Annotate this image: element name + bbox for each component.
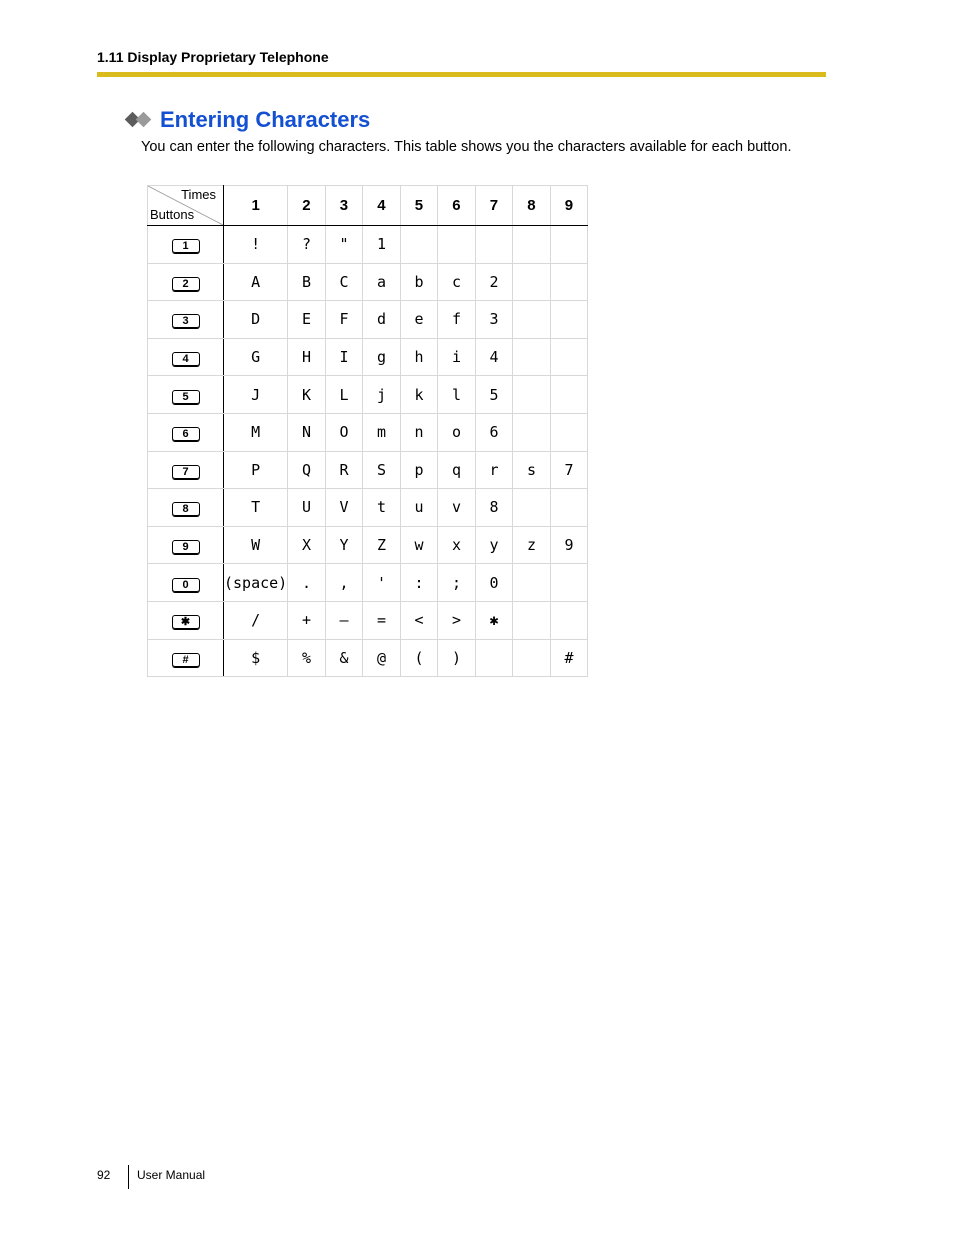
char-cell: P	[224, 451, 288, 489]
char-cell: Y	[325, 526, 363, 564]
char-cell: '	[363, 564, 401, 602]
char-cell	[513, 301, 551, 339]
times-header-6: 6	[438, 186, 476, 226]
char-cell: #	[550, 639, 588, 677]
diamond-bullet-icon	[124, 110, 156, 130]
times-header-9: 9	[550, 186, 588, 226]
footer-divider	[128, 1165, 129, 1189]
button-cell	[148, 639, 224, 677]
char-cell: A	[224, 263, 288, 301]
dial-key-icon: 3	[172, 314, 200, 328]
times-header-5: 5	[400, 186, 438, 226]
table-row	[148, 301, 588, 339]
corner-buttons-label: Buttons	[150, 207, 195, 222]
char-cell: c	[438, 263, 476, 301]
char-cell: 7	[550, 451, 588, 489]
times-header-1: 1	[224, 186, 288, 226]
char-cell: t	[363, 489, 401, 527]
char-cell: T	[224, 489, 288, 527]
char-cell: d	[363, 301, 401, 339]
title-row	[124, 106, 370, 134]
page-title: Entering Characters	[160, 107, 371, 132]
char-cell: B	[288, 263, 326, 301]
button-cell	[148, 601, 224, 639]
char-cell: S	[363, 451, 401, 489]
table-header-row	[148, 186, 588, 226]
char-cell: >	[438, 601, 476, 639]
table-body	[148, 226, 588, 677]
button-cell	[148, 413, 224, 451]
char-cell: H	[288, 338, 326, 376]
char-cell: O	[325, 413, 363, 451]
times-header-3: 3	[325, 186, 363, 226]
char-cell: U	[288, 489, 326, 527]
dial-key-icon: 7	[172, 465, 200, 479]
dial-key-icon: 2	[172, 277, 200, 291]
char-cell: "	[325, 226, 363, 264]
times-header-2: 2	[288, 186, 326, 226]
char-cell: V	[325, 489, 363, 527]
char-cell: n	[400, 413, 438, 451]
char-cell: D	[224, 301, 288, 339]
char-cell	[513, 413, 551, 451]
char-cell: G	[224, 338, 288, 376]
char-cell	[550, 301, 588, 339]
char-cell	[513, 338, 551, 376]
char-cell: :	[400, 564, 438, 602]
button-cell	[148, 301, 224, 339]
char-cell: v	[438, 489, 476, 527]
dial-key-icon: 4	[172, 352, 200, 366]
table-row	[148, 601, 588, 639]
char-cell	[513, 376, 551, 414]
char-cell	[475, 639, 513, 677]
char-cell: F	[325, 301, 363, 339]
char-cell: ✱	[475, 601, 513, 639]
char-cell: W	[224, 526, 288, 564]
char-cell: —	[325, 601, 363, 639]
dial-key-icon: 8	[172, 502, 200, 516]
char-cell	[513, 263, 551, 301]
char-cell: e	[400, 301, 438, 339]
button-cell	[148, 226, 224, 264]
char-cell: Q	[288, 451, 326, 489]
char-cell: b	[400, 263, 438, 301]
char-cell: 4	[475, 338, 513, 376]
section-header: 1.11 Display Proprietary Telephone	[97, 49, 329, 65]
char-cell: )	[438, 639, 476, 677]
char-cell: !	[224, 226, 288, 264]
char-cell: x	[438, 526, 476, 564]
char-cell: i	[438, 338, 476, 376]
char-cell	[513, 601, 551, 639]
corner-header-cell	[148, 186, 224, 226]
dial-key-icon: 6	[172, 427, 200, 441]
button-cell	[148, 564, 224, 602]
char-cell: k	[400, 376, 438, 414]
char-cell: (space)	[224, 564, 288, 602]
char-cell: a	[363, 263, 401, 301]
table-row	[148, 413, 588, 451]
header-rule	[97, 72, 826, 77]
char-cell	[438, 226, 476, 264]
table-row	[148, 451, 588, 489]
char-cell: @	[363, 639, 401, 677]
dial-key-icon: 0	[172, 578, 200, 592]
char-cell	[475, 226, 513, 264]
char-cell: m	[363, 413, 401, 451]
char-cell	[550, 489, 588, 527]
char-cell: y	[475, 526, 513, 564]
char-cell: u	[400, 489, 438, 527]
char-cell: R	[325, 451, 363, 489]
char-cell: j	[363, 376, 401, 414]
dial-key-icon: ✱	[172, 615, 200, 629]
char-cell: /	[224, 601, 288, 639]
char-cell: 1	[363, 226, 401, 264]
char-cell: w	[400, 526, 438, 564]
char-cell	[400, 226, 438, 264]
char-cell: I	[325, 338, 363, 376]
char-cell	[550, 263, 588, 301]
char-cell: M	[224, 413, 288, 451]
char-cell: 0	[475, 564, 513, 602]
table-row	[148, 526, 588, 564]
button-cell	[148, 489, 224, 527]
table-row	[148, 489, 588, 527]
char-cell: p	[400, 451, 438, 489]
char-cell: Z	[363, 526, 401, 564]
corner-times-label: Times	[181, 187, 216, 202]
char-cell: l	[438, 376, 476, 414]
char-cell: +	[288, 601, 326, 639]
char-cell: .	[288, 564, 326, 602]
table-row	[148, 376, 588, 414]
char-cell: N	[288, 413, 326, 451]
char-cell: K	[288, 376, 326, 414]
char-cell: g	[363, 338, 401, 376]
dial-key-icon: 5	[172, 390, 200, 404]
button-cell	[148, 526, 224, 564]
times-header-8: 8	[513, 186, 551, 226]
char-cell: $	[224, 639, 288, 677]
char-cell: 9	[550, 526, 588, 564]
char-cell: <	[400, 601, 438, 639]
times-header-7: 7	[475, 186, 513, 226]
char-cell	[513, 489, 551, 527]
char-cell: s	[513, 451, 551, 489]
character-table	[147, 185, 588, 677]
char-cell	[550, 376, 588, 414]
char-cell: X	[288, 526, 326, 564]
char-cell: &	[325, 639, 363, 677]
char-cell	[513, 639, 551, 677]
table-row	[148, 639, 588, 677]
char-cell: o	[438, 413, 476, 451]
char-cell: J	[224, 376, 288, 414]
char-cell: 8	[475, 489, 513, 527]
char-cell: ;	[438, 564, 476, 602]
char-cell: E	[288, 301, 326, 339]
char-cell	[550, 338, 588, 376]
char-cell: 6	[475, 413, 513, 451]
char-cell: 5	[475, 376, 513, 414]
char-cell: f	[438, 301, 476, 339]
char-cell	[513, 226, 551, 264]
char-cell	[513, 564, 551, 602]
char-cell: 3	[475, 301, 513, 339]
button-cell	[148, 263, 224, 301]
table-row	[148, 564, 588, 602]
char-cell: %	[288, 639, 326, 677]
dial-key-icon: 9	[172, 540, 200, 554]
button-cell	[148, 451, 224, 489]
char-cell: 2	[475, 263, 513, 301]
char-cell: q	[438, 451, 476, 489]
char-cell: r	[475, 451, 513, 489]
char-cell: ,	[325, 564, 363, 602]
button-cell	[148, 338, 224, 376]
footer-doc-title: User Manual	[137, 1168, 206, 1182]
dial-key-icon: #	[172, 653, 200, 667]
char-cell: h	[400, 338, 438, 376]
char-cell: L	[325, 376, 363, 414]
char-cell: C	[325, 263, 363, 301]
char-cell: z	[513, 526, 551, 564]
char-cell	[550, 564, 588, 602]
intro-text: You can enter the following characters. This table shows you the characters available for each button.	[141, 139, 792, 155]
char-cell: (	[400, 639, 438, 677]
char-cell	[550, 226, 588, 264]
dial-key-icon: 1	[172, 239, 200, 253]
table-row	[148, 338, 588, 376]
button-cell	[148, 376, 224, 414]
char-cell	[550, 413, 588, 451]
char-cell	[550, 601, 588, 639]
table-row	[148, 263, 588, 301]
char-cell: =	[363, 601, 401, 639]
page-number: 92	[97, 1168, 111, 1182]
table-row	[148, 226, 588, 264]
char-cell: ?	[288, 226, 326, 264]
times-header-4: 4	[363, 186, 401, 226]
